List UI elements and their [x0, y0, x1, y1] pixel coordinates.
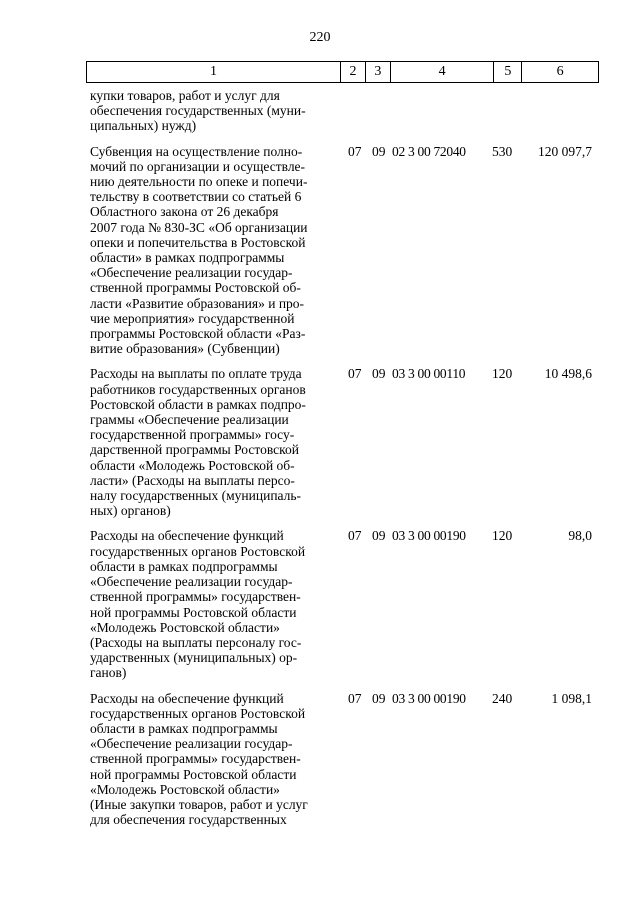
- row-target-article: 03 3 00 00190: [392, 528, 466, 544]
- row-description: Расходы на выплаты по оплате труда работников государственных органов Ростовской области в рамках подпро- граммы «Обеспечение реализации государственной программы» госу- дарственной программы Ростовской области «Молодежь Ростовской об- ласти» (Расходы на выплаты персо- налу государственных (муниципаль- ных) органов): [90, 366, 306, 519]
- header-col-4: 4: [390, 62, 494, 82]
- row-expense-type: 240: [492, 690, 513, 706]
- row-expense-type: 120: [492, 366, 513, 382]
- row-section: 07: [348, 143, 362, 159]
- row-description: купки товаров, работ и услуг для обеспечения государственных (муни- ципальных) нужд): [90, 88, 306, 134]
- table-row: [90, 366, 600, 518]
- header-col-2: 2: [340, 62, 365, 82]
- row-target-article: 02 3 00 72040: [392, 143, 466, 159]
- row-description: Расходы на обеспечение функций государственных органов Ростовской области в рамках подпрограммы «Обеспечение реализации государ- ственной программы» государствен- ной программы Ростовской области «Молодежь Ростовской области» (Расходы на выплаты персоналу гос- ударственных (муниципальных) ор- ганов): [90, 528, 306, 681]
- row-amount: 98,0: [568, 528, 592, 544]
- row-description: Субвенция на осуществление полно- мочий по организации и осуществле- нию деятельности по опеке и попечи- тельству в соответствии со статьей 6 Областного закона от 26 декабря 2007 года № 830-ЗС «Об организации опеки и попечительства в Ростовской области» в рамках подпрограммы «Обеспечение реализации государ- ственной программы Ростовской об- ласти «Развитие образования» и про- чие мероприятия» государственной программы Ростовской области «Раз- витие образования» (Субвенции): [90, 143, 308, 357]
- row-amount: [522, 88, 596, 134]
- table-row: [90, 144, 600, 357]
- row-section: [348, 88, 372, 134]
- budget-table-body: [90, 88, 600, 837]
- table-row: [90, 528, 600, 680]
- row-amount: 1 098,1: [551, 690, 592, 706]
- row-expense-type: [492, 88, 522, 134]
- table-row: [90, 691, 600, 828]
- row-section: 07: [348, 690, 362, 706]
- header-col-5: 5: [493, 62, 521, 82]
- row-description: Расходы на обеспечение функций государственных органов Ростовской области в рамках подпрограммы «Обеспечение реализации государ- ственной программы» государствен- ной программы Ростовской области «Молодежь Ростовской области» (Иные закупки товаров, работ и услуг для обеспечения государственных: [90, 690, 308, 828]
- table-header: [86, 61, 599, 83]
- row-target-article: 03 3 00 00190: [392, 690, 466, 706]
- row-expense-type: 530: [492, 143, 513, 159]
- row-target-article: 03 3 00 00110: [392, 366, 466, 382]
- row-amount: 120 097,7: [538, 143, 592, 159]
- table-row: [90, 88, 600, 134]
- row-subsection: 09: [372, 143, 386, 159]
- row-expense-type: 120: [492, 528, 513, 544]
- row-subsection: [372, 88, 392, 134]
- page-number: 220: [309, 30, 331, 45]
- header-col-3: 3: [365, 62, 390, 82]
- row-target-article: [392, 88, 492, 134]
- header-col-6: 6: [521, 62, 598, 82]
- row-subsection: 09: [372, 366, 386, 382]
- row-section: 07: [348, 366, 362, 382]
- row-section: 07: [348, 528, 362, 544]
- row-subsection: 09: [372, 528, 386, 544]
- header-col-1: 1: [210, 64, 217, 79]
- row-amount: 10 498,6: [544, 366, 592, 382]
- row-subsection: 09: [372, 690, 386, 706]
